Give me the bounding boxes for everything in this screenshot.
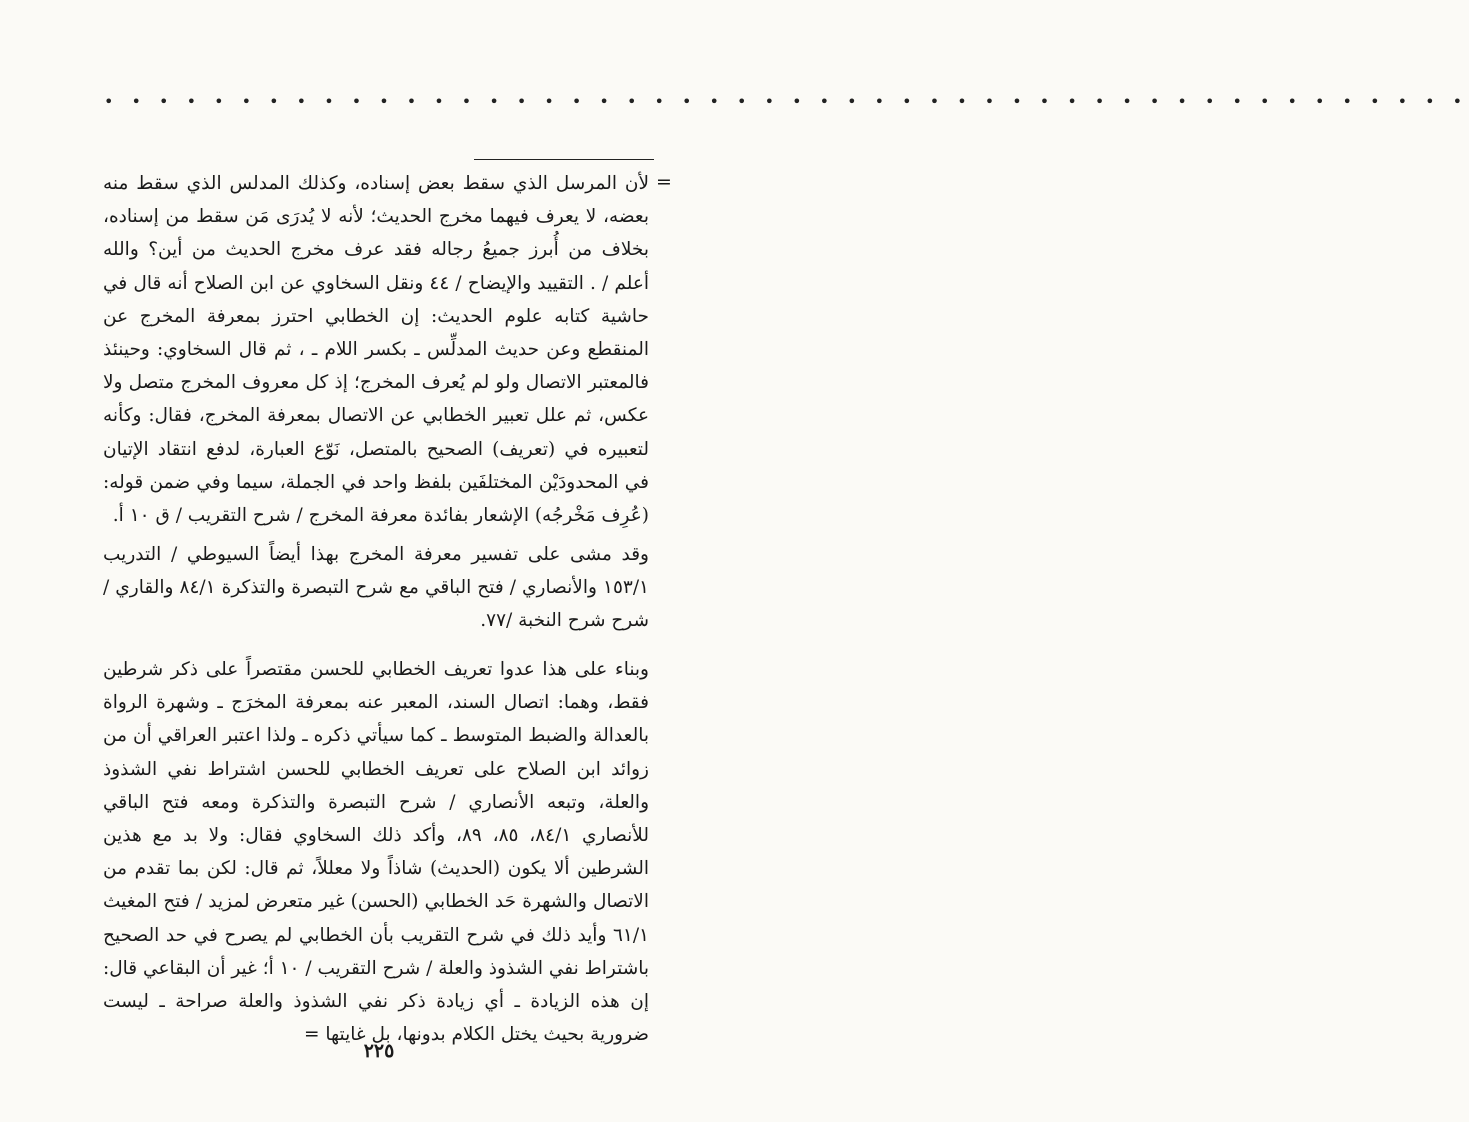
continuation-mark: = xyxy=(656,171,672,193)
paragraph-text: لأن المرسل الذي سقط بعض إسناده، وكذلك المدلس الذي سقط منه بعضه، لا يعرف فيهما مخرج الحديث؛ لأنه لا يُدرَى مَن سقط من إسناده، بخلاف من أُبرز جميعُ رجاله فقد عرف مخرج الحديث من أين؟ والله أعلم / . التقييد والإيضاح / ٤٤ ونقل السخاوي عن ابن الصلاح أنه قال في حاشية كتابه علوم الحديث: إن الخطابي احترز بمعرفة المخرج عن المنقطع وعن حديث المدلِّس ـ بكسر اللام ـ ، ثم قال السخاوي: وحينئذ فالمعتبر الاتصال ولو لم يُعرف المخرج؛ إذ كل معروف المخرج متصل ولا عكس، ثم علل تعبير الخطابي عن الاتصال بمعرفة المخرج، فقال: وكأنه لتعبيره في (تعريف) الصحيح بالمتصل، نَوّع العبارة، لدفع انتقاد الإتيان في المحدودَيْن المختلفَين بلفظ واحد في الجملة، سيما وفي ضمن قوله: (عُرِف مَخْرجُه) الإشعار بفائدة معرفة المخرج / شرح التقريب / ق ١٠ أ. xyxy=(103,173,649,527)
paragraph-text: وبناء على هذا عدوا تعريف الخطابي للحسن مقتصراً على ذكر شرطين فقط، وهما: اتصال السند، المعبر عنه بمعرفة المخرَج ـ وشهرة الرواة بالعدالة والضبط المتوسط ـ كما سيأتي ذكره ـ ولذا اعتبر العراقي أن من زوائد ابن الصلاح على تعريف الخطابي للحسن اشتراط نفي الشذوذ والعلة، وتبعه الأنصاري / شرح التبصرة والتذكرة ومعه فتح الباقي للأنصاري ٨٤/١، ٨٥، ٨٩، وأكد ذلك السخاوي فقال: ولا بد مع هذين الشرطين ألا يكون (الحديث) شاذاً ولا معللاً، ثم قال: لكن بما تقدم من الاتصال والشهرة حَد الخطابي (الحسن) غير متعرض لمزيد / فتح المغيث ٦١/١ وأيد ذلك في شرح التقريب بأن الخطابي لم يصرح في حد الصحيح باشتراط نفي الشذوذ والعلة / شرح التقريب / ١٠ أ؛ غير أن البقاعي قال: إن هذه الزيادة ـ أي زيادة ذكر نفي الشذوذ والعلة صراحة ـ ليست ضرورية بحيث يختل الكلام بدونها، بل غايتها = xyxy=(103,659,649,1046)
footnote-separator-dots: • • • • • • • • • • • • • • • • • • • • • • • • • • • • • • • • • • • • • • • • • • • • • • • • • • xyxy=(104,92,1469,111)
paragraph-text: وقد مشى على تفسير معرفة المخرج بهذا أيضاً السيوطي / التدريب ١٥٣/١ والأنصاري / فتح الباقي مع شرح التبصرة والتذكرة ٨٤/١ والقاري / شرح شرح النخبة /٧٧. xyxy=(103,544,649,632)
footnote-paragraph-3 xyxy=(103,653,649,1051)
footnote-divider-line xyxy=(474,159,654,160)
footnote-paragraph-2 xyxy=(103,538,649,638)
page-number: ٢٢٥ xyxy=(363,1040,395,1062)
footnote-paragraph-1 xyxy=(103,167,649,532)
